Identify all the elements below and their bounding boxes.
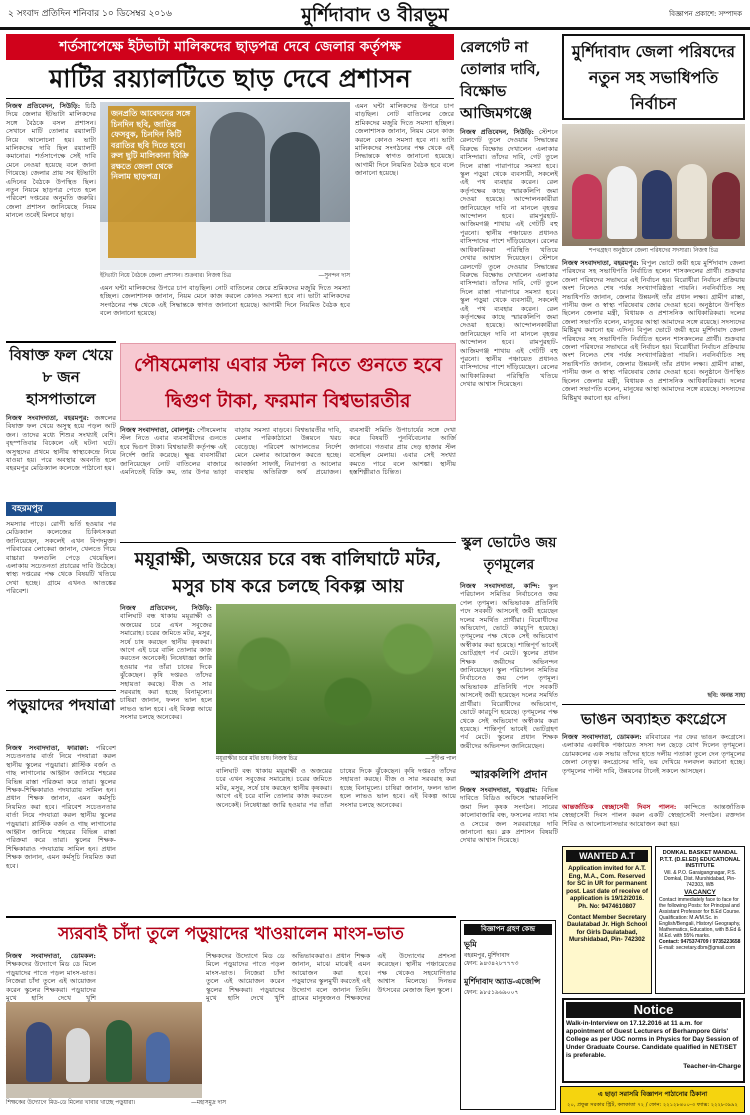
- notice-ad: [562, 998, 745, 1083]
- dbm-ad: [655, 846, 745, 994]
- child-shape: [26, 1022, 52, 1082]
- gate-headline: রেলগেট না তোলার দাবি, বিক্ষোভ আজিমগঞ্জে: [460, 38, 541, 122]
- meal-headline: স্যরবাই চাঁদা তুলে পড়ুয়াদের খাওয়ালেন মাংস-ভাত: [58, 924, 404, 944]
- lead-column-1: [6, 102, 96, 337]
- poison-headline: বিষাক্ত ফল খেয়ে ৮ জন হাসপাতালে: [9, 346, 113, 408]
- agency-1-phone: ফোন: ৯৪৩৪২৮৭৭৭৩: [464, 961, 519, 967]
- agency-2-phone: ফোন: ৯৮৫১৯৬৯০০৭: [464, 990, 519, 996]
- meal-body-cols: শিক্ষকদের উদ্যোগে মিড ডে মিলে পড়ুয়াদের পাতে পড়ল মাংস-ভাত। নিজেরা চাঁদা তুলে এই আয়োজন করেন স্কুলের শিক্ষকরা। পড়ুয়াদের মুখে হাসি দেখে খুশি অভিভাবকরাও। প্রধান শিক্ষক জানান, মাঝে মাঝেই এমন আয়োজন করা হবে। পড়ুয়াদের স্কুলমুখী করতেই এই উদ্যোগ বলে জানান তিনি। গ্রামের মানুষজনও শিক্ষকদের এই উদ্যোগের প্রশংসা করেছেন। স্থানীয় পঞ্চায়েতের পক্ষ থেকেও সহযোগিতার আশ্বাস মিলেছে। দিনভর উৎসবের মেজাজ ছিল স্কুলে।: [206, 952, 456, 1003]
- zilla-credit: ছবি: অনন্ত সাহা: [707, 693, 745, 699]
- poush-story: [120, 426, 456, 536]
- lead-photo-credit: —সুনন্দন দাস: [318, 273, 350, 279]
- poison-story: [6, 414, 116, 500]
- wanted-ad-contact: Contact Member Secretary Daulatabad Jr. High School for Girls Daulatabad, Murshidabad, Pin- 742302: [566, 913, 648, 944]
- congress-brief-title: আন্তর্জাতিক স্বেচ্ছাসেবী দিবস পালন:: [562, 803, 677, 811]
- page-info: ২ সংবাদ প্রতিদিন শনিবার ১০ ডিসেম্বর ২০১৬: [8, 9, 172, 19]
- notice-title: Notice: [566, 1002, 741, 1018]
- congress-brief: [562, 803, 745, 843]
- dbm-title: DOMKAL BASKET MANDAL P.T.T. (D.El.ED) EDUCATIONAL INSTITUTE: [659, 850, 741, 870]
- chars-photo: [216, 604, 456, 754]
- lead-photo-caption: ইটভাটা নিয়ে বৈঠকে জেলা প্রশাসন। শুক্রবার। নিজস্ব চিত্র: [100, 273, 232, 279]
- rate-footer-title: এ ছাড়া সরাসরি বিজ্ঞাপন পাঠানোর ঠিকানা: [597, 1090, 708, 1098]
- person-shape: [607, 166, 637, 239]
- person-shape: [677, 164, 707, 239]
- students-byline: নিজস্ব সংবাদদাতা, ফারাক্কা:: [6, 744, 89, 752]
- vote-body: স্কুল পরিচালন সমিতির নির্বাচনেও জয় পেল তৃণমূল। অভিভাবক প্রতিনিধি পদে সবকটি আসনেই জয়ী হয়েছেন দলের সমর্থিত প্রার্থীরা। বিরোধীদের অভিযোগ, ভোটে কারচুপি হয়েছে। তৃণমূলের পক্ষ থেকে সেই অভিযোগ অস্বীকার করা হয়েছে। শান্তিপূর্ণ ভাবেই ভোটগ্রহণ পর্ব মেটে। স্কুলের প্রধান শিক্ষক জয়ীদের অভিনন্দন জানিয়েছেন।: [460, 582, 558, 675]
- poison-byline: নিজস্ব সংবাদদাতা, বহরমপুর:: [6, 414, 89, 422]
- poush-byline: নিজস্ব সংবাদদাতা, বোলপুর:: [120, 426, 195, 434]
- meal-body: শিক্ষকদের উদ্যোগে মিড ডে মিলে পড়ুয়াদের পাতে পড়ল মাংস-ভাত। নিজেরা চাঁদা তুলে এই আয়োজন করেন স্কুলের শিক্ষকরা। পড়ুয়াদের মুখে হাসি দেখে খুশি: [6, 960, 96, 1003]
- chars-story: [120, 604, 212, 779]
- page-header: [0, 0, 750, 30]
- lead-body-under-photo: এমন ঘন্টা মালিকদের উপরে চাপ বাড়ছিল। নোট বাতিলের জেরে শ্রমিকদের মজুরি দিতে সমস্যা হচ্ছিল। জেলাশাসক জানান, নিয়ম মেনে কাজ করলে কোনও সমস্যা হবে না। ভাটা মালিকদের সংগঠনের পক্ষ থেকে এই সিদ্ধান্তকে স্বাগত জানানো হয়েছে। আগামী দিনে নিয়মিত বৈঠক হবে বলে জানানো হয়েছে।: [100, 284, 350, 318]
- congress-story: [562, 733, 745, 801]
- person-shape: [210, 112, 265, 232]
- meal-photo: [6, 1002, 202, 1098]
- rate-footer-address: ২০, প্রফুল্ল সরকার স্ট্রিট, কলকাতা ৭২ / ফোন: ২২১২৮৪০০-৩ ফ্যাক্স: ২২২৮৩৯৯২: [567, 1102, 738, 1108]
- agency-1-location: বহরমপুর, মুর্শিদাবাদ: [464, 953, 510, 959]
- dbm-phone: Contact: 9475374709 / 9735223658: [659, 938, 741, 945]
- meal-story: [6, 952, 96, 1003]
- chars-byline: নিজস্ব প্রতিবেদন, সিউড়ি:: [120, 604, 212, 612]
- header-note: বিজ্ঞাপন প্রকাশে: সম্পাদক: [669, 10, 742, 18]
- chars-caption: ময়ূরাক্ষীর চরে মটর চাষ। নিজস্ব চিত্র: [216, 756, 298, 762]
- meal-credit: —মহাসমুদ্র দাস: [190, 1100, 226, 1106]
- poush-headline-box: [120, 343, 456, 421]
- memo-body: বিভিন্ন দাবিতে বিডিও অফিসে স্মারকলিপি জমা দিল কৃষক সংগঠন। সারের কালোবাজারি বন্ধ, ফসলের ন্যায্য দাম ও সেচের জল সরবরাহের দাবি জানানো হয়। ব্লক প্রশাসন বিষয়টি দেখার আশ্বাস দিয়েছে।: [460, 786, 558, 845]
- memo-byline: নিজস্ব সংবাদদাতা, খড়গ্রাম:: [460, 786, 538, 794]
- zilla-body-more: বিপুল ভোটে জয়ী হয়ে মুর্শিদাবাদ জেলা পরিষদের সহ সভাধিপতি নির্বাচিত হলেন শাসকদলের প্রার্থী। শুক্রবার জেলা পরিষদের সভাঘরে এই নির্বাচন হয়। বিরোধীরা নির্বাচন প্রক্রিয়ায় অংশ নিলেও শেষ পর্যন্ত সংখ্যাগরিষ্ঠতা পায়নি। নবনির্বাচিত সহ সভাধিপতি জানান, জেলার উন্নয়নই তাঁর প্রধান লক্ষ্য। গ্রামীণ রাস্তা, পানীয় জল ও স্বাস্থ্য পরিষেবায় জোর দেওয়া হবে। অনুষ্ঠানে উপস্থিত ছিলেন জেলার মন্ত্রী, বিধায়ক ও প্রশাসনিক আধিকারিকরা। দলের জেলা সভাপতি বলেন, মানুষের আস্থা আমাদের সঙ্গে রয়েছে। সদস্যদের মিষ্টিমুখ করানো হয় এদিন।: [562, 326, 745, 402]
- booking-centre-box: [460, 920, 556, 1110]
- chars-body: বালিঘাট বন্ধ থাকায় ময়ূরাক্ষী ও অজয়ের চরে এখন সবুজের সমারোহ। চরের জমিতে মটর, মসুর, সর্ষে চাষ করছেন স্থানীয় কৃষকরা। আগে এই চরে বালি তোলার কাজ করতেন অনেকেই। নিষেধাজ্ঞা জারি হওয়ার পর তাঁরা চাষের দিকে ঝুঁকেছেন। কৃষি দপ্তরও তাঁদের সহায়তা করছে। বীজ ও সার সরবরাহ করা হচ্ছে বিনামূল্যে। চাষিরা জানান, ফলন ভাল হলে লাভও ভাল হবে। এই বিকল্প আয়ে সংসার চলছে অনেকের।: [120, 612, 212, 722]
- booking-centre-title: বিজ্ঞাপন গ্রহণ কেন্দ্র: [464, 924, 552, 935]
- vote-body-more: স্কুল পরিচালন সমিতির নির্বাচনেও জয় পেল তৃণমূল। অভিভাবক প্রতিনিধি পদে সবকটি আসনেই জয়ী হয়েছেন দলের সমর্থিত প্রার্থীরা। বিরোধীদের অভিযোগ, ভোটে কারচুপি হয়েছে। তৃণমূলের পক্ষ থেকে সেই অভিযোগ অস্বীকার করা হয়েছে। শান্তিপূর্ণ ভাবেই ভোটগ্রহণ পর্ব মেটে। স্কুলের প্রধান শিক্ষক জয়ীদের অভিনন্দন জানিয়েছেন।: [460, 666, 558, 750]
- memo-story: [460, 786, 558, 908]
- meal-caption: শিক্ষকের উদ্যোগে মিড-ডে মিলের খাবার খাচ্ছে পড়ুয়ারা।: [6, 1100, 136, 1106]
- zilla-body: বিপুল ভোটে জয়ী হয়ে মুর্শিদাবাদ জেলা পরিষদের সহ সভাধিপতি নির্বাচিত হলেন শাসকদলের প্রার্থী। শুক্রবার জেলা পরিষদের সভাঘরে এই নির্বাচন হয়। বিরোধীরা নির্বাচন প্রক্রিয়ায় অংশ নিলেও শেষ পর্যন্ত সংখ্যাগরিষ্ঠতা পায়নি। নবনির্বাচিত সহ সভাধিপতি জানান, জেলার উন্নয়নই তাঁর প্রধান লক্ষ্য। গ্রামীণ রাস্তা, পানীয় জল ও স্বাস্থ্য পরিষেবায় জোর দেওয়া হবে। অনুষ্ঠানে উপস্থিত ছিলেন জেলার মন্ত্রী, বিধায়ক ও প্রশাসনিক আধিকারিকরা। দলের জেলা সভাপতি বলেন, মানুষের আস্থা আমাদের সঙ্গে রয়েছে। সদস্যদের মিষ্টিমুখ করানো হয় এদিন।: [562, 259, 745, 335]
- vote-headline: স্কুল ভোটেও জয় তৃণমূলের: [461, 535, 557, 573]
- zilla-headline: মুর্শিদাবাদ জেলা পরিষদের নতুন সহ সভাধিপতি নির্বাচন: [571, 42, 736, 113]
- chars-body-lower: বালিঘাট বন্ধ থাকায় ময়ূরাক্ষী ও অজয়ের চরে এখন সবুজের সমারোহ। চরের জমিতে মটর, মসুর, সর্ষে চাষ করছেন স্থানীয় কৃষকরা। আগে এই চরে বালি তোলার কাজ করতেন অনেকেই। নিষেধাজ্ঞা জারি হওয়ার পর তাঁরা চাষের দিকে ঝুঁকেছেন। কৃষি দপ্তরও তাঁদের সহায়তা করছে। বীজ ও সার সরবরাহ করা হচ্ছে বিনামূল্যে। চাষিরা জানান, ফলন ভাল হলে লাভও ভাল হবে। এই বিকল্প আয়ে সংসার চলছে অনেকের।: [216, 767, 456, 809]
- photo-overlay-text: জনপ্রতি আবেদনের সঙ্গে চিনদিন ছবি, জাতির ফেসবুক, চিনদিন কিটি বরাতির ছবি দিতে হবে। রুল ছুটি মালিকানা বিক্রি রক্ষতে জেলা থেকে নিলাম ছাড়পত্র।: [108, 106, 196, 258]
- vote-byline: নিজস্ব সংবাদদাতা, কান্দি:: [460, 582, 540, 590]
- lead-byline: নিজস্ব প্রতিবেদন, সিউড়ি:: [6, 102, 81, 110]
- person-shape: [642, 170, 672, 239]
- child-shape: [146, 1032, 170, 1082]
- memo-headline: স্মারকলিপি প্রদান: [470, 768, 548, 781]
- students-body: পরিবেশ সচেতনতার বার্তা নিয়ে পদযাত্রা করল স্থানীয় স্কুলের পড়ুয়ারা। প্লাস্টিক বর্জন ও গাছ লাগানোর আহ্বান জানিয়ে শহরের বিভিন্ন রাস্তা পরিক্রমা করে তারা। স্কুলের শিক্ষক-শিক্ষিকারাও পদযাত্রায় সামিল হন। প্রধান শিক্ষক জানান, এমন কর্মসূচি নিয়মিত করা হবে।: [6, 744, 116, 811]
- gate-body: স্টেশনে রেলগেট তুলে দেওয়ার সিদ্ধান্তের বিরুদ্ধে বিক্ষোভ দেখালেন এলাকার বাসিন্দারা। তাঁদের দাবি, গেট তুলে দিলে রাস্তা পারাপারে সমস্যা হবে। স্কুল পড়ুয়া থেকে ব্যবসায়ী, সকলেই এই পথ ব্যবহার করেন। রেল কর্তৃপক্ষের কাছে স্মারকলিপি জমা দেওয়া হয়েছে। আন্দোলনকারীরা জানিয়েছেন দাবি না মানলে বৃহত্তর আন্দোলন হবে। রামপুরহাট-আজিমগঞ্জ শাখায় এই গেটটি বহু পুরনো। স্থানীয় পঞ্চায়েত প্রধানও বাসিন্দাদের পাশে দাঁড়িয়েছেন। রেলের আধিকারিকরা পরিস্থিতি খতিয়ে দেখার আশ্বাস দিয়েছেন।: [460, 128, 558, 263]
- floor-shape: [6, 1084, 202, 1098]
- poison-body: জঙ্গলের বিষাক্ত ফল খেয়ে অসুস্থ হয়ে পড়ল আট জন। তাদের মধ্যে শিশুর সংখ্যাই বেশি। বৃহস্পতিবার বিকেলে এই ঘটনা ঘটে। অসুস্থদের প্রথমে স্থানীয় স্বাস্থ্যকেন্দ্রে নিয়ে যাওয়া হয়। পরে অবস্থার অবনতি হলে বহরমপুর মেডিক্যাল কলেজে পাঠানো হয়।: [6, 414, 116, 473]
- person-shape: [712, 172, 740, 239]
- meal-byline: নিজস্ব সংবাদদাতা, ডোমকল:: [6, 952, 96, 960]
- rate-footer: [560, 1086, 745, 1113]
- gate-story: [460, 128, 558, 528]
- lead-photo: [100, 102, 350, 270]
- dbm-body: Contact immediately face to face for the following Posts: for Principal and Assistant Professor for B.Ed Course. Qualification: M.A/M.Sc. in English/Bengali, History/ Geography, Mathematics, Education, with B.Ed & M.Ed. with 55% marks.: [659, 896, 741, 939]
- child-shape: [66, 1028, 90, 1082]
- gate-byline: নিজস্ব প্রতিবেদন, সিউড়ি:: [460, 128, 534, 136]
- dbm-vacancy: VACANCY: [684, 888, 716, 896]
- zilla-caption: শপথগ্রহণ অনুষ্ঠানে জেলা পরিষদের সদস্যরা। নিজস্ব চিত্র: [588, 248, 719, 254]
- notice-body: Walk-in-Interview on 17.12.2016 at 11 a.m. for appointment of Guest Lecturers of Berhampore Girls' College as per UGC norms in Physics for Day Session of Under Graduate Course. Candidate qualified in NET/SET is preferable.: [566, 1020, 739, 1059]
- lead-body-1: চিঠি দিয়ে জেলার ইটভাটা মালিকদের সঙ্গে বৈঠকে বসল প্রশাসন। সেখানে মাটি তোলার রয়্যালটি নিয়ে আলোচনা হয়। ভাটা মালিকদের দাবি ছিল রয়্যালটি কমানোর। শর্তসাপেক্ষে সেই দাবি মেনে নেওয়া হয়েছে বলে জানা গিয়েছে। জেলার প্রায় সব ইটভাটা এদিনের বৈঠকে উপস্থিত ছিল। নতুন নিয়মে ছাড়পত্র পেতে হলে পরিবেশ দপ্তরের অনুমতি জরুরি। জেলা প্রশাসন জানিয়েছে নিয়ম মানলে তবেই মিলবে ছাড়।: [6, 102, 96, 220]
- agency-1-name: ভূমি: [464, 940, 477, 949]
- poison-body-2: সমস্যার পাড়ে। রোগী ভর্তি হওয়ার পর মেডিক্যাল কলেজের চিকিৎসকরা জানিয়েছেন, সকলেই এখন বিপদমুক্ত। পরিবারের লোকেরা জানান, খেলতে গিয়ে বাচ্চারা ফলগুলি পেড়ে খেয়েছিল। এলাকায় সচেতনতা প্রচারের দাবি উঠেছে। স্বাস্থ্য দপ্তরের পক্ষ থেকে বিষয়টি খতিয়ে দেখা হচ্ছে। গ্রামে এখনও আতঙ্কের পরিবেশ।: [6, 520, 116, 596]
- zilla-headline-box: [562, 34, 745, 120]
- chars-headline: ময়ূরাক্ষী, অজয়ের চরে বন্ধ বালিঘাটে মটর, মসুর চাষ করে চলছে বিকল্প আয়: [134, 549, 442, 597]
- poush-headline: পৌষমেলায় এবার স্টল নিতে গুনতে হবে দ্বিগুণ টাকা, ফরমান বিশ্বভারতীর: [134, 354, 442, 412]
- lead-column-3: এমন ঘন্টা মালিকদের উপরে চাপ বাড়ছিল। নোট বাতিলের জেরে শ্রমিকদের মজুরি দিতে সমস্যা হচ্ছিল। জেলাশাসক জানান, নিয়ম মেনে কাজ করলে কোনও সমস্যা হবে না। ভাটা মালিকদের সংগঠনের পক্ষ থেকে এই সিদ্ধান্তকে স্বাগত জানানো হয়েছে। আগামী দিনে নিয়মিত বৈঠক হবে বলে জানানো হয়েছে।: [355, 102, 454, 178]
- wanted-ad-title: WANTED A.T: [566, 850, 648, 862]
- zilla-byline: নিজস্ব সংবাদদাতা, বহরমপুর:: [562, 259, 639, 267]
- wanted-ad: [562, 846, 652, 994]
- agency-2-name: মুর্শিদাবাদ অ্যাড-এজেন্সি: [464, 977, 541, 986]
- lead-kicker: শর্তসাপেক্ষে ইটভাটা মালিকদের ছাড়পত্র দেবে জেলার কর্তৃপক্ষ: [6, 34, 454, 60]
- notice-sign: Teacher-in-Charge: [683, 1063, 741, 1070]
- students-story: [6, 744, 116, 904]
- section-title: মুর্শিদাবাদ ও বীরভূম: [301, 4, 449, 26]
- dbm-address: Vill. & P.O. Garaigangnagar, P.S. Domkal, Dist. Murshidabad, Pin-742303, WB: [663, 869, 737, 888]
- child-shape: [106, 1020, 132, 1082]
- gate-body-more: স্টেশনে রেলগেট তুলে দেওয়ার সিদ্ধান্তের বিরুদ্ধে বিক্ষোভ দেখালেন এলাকার বাসিন্দারা। তাঁদের দাবি, গেট তুলে দিলে রাস্তা পারাপারে সমস্যা হবে। স্কুল পড়ুয়া থেকে ব্যবসায়ী, সকলেই এই পথ ব্যবহার করেন। রেল কর্তৃপক্ষের কাছে স্মারকলিপি জমা দেওয়া হয়েছে। আন্দোলনকারীরা জানিয়েছেন দাবি না মানলে বৃহত্তর আন্দোলন হবে। রামপুরহাট-আজিমগঞ্জ শাখায় এই গেটটি বহু পুরনো। স্থানীয় পঞ্চায়েত প্রধানও বাসিন্দাদের পাশে দাঁড়িয়েছেন। রেলের আধিকারিকরা পরিস্থিতি খতিয়ে দেখার আশ্বাস দিয়েছেন।: [460, 254, 558, 389]
- wanted-ad-body: Application invited for A.T. Eng, M.A., Com. Reserved for SC in UR for permanent post. Last date of receive of application is 19/12/2016. Ph. No: 9474610807: [566, 865, 648, 910]
- congress-brief-body: কান্দিতে আন্তর্জাতিক স্বেচ্ছাসেবী দিবস পালন করল একটি স্বেচ্ছাসেবী সংগঠন। রক্তদান শিবির ও আলোচনাসভার আয়োজন করা হয়।: [562, 803, 745, 828]
- congress-headline: ভাঙন অব্যাহত কংগ্রেসে: [580, 710, 727, 728]
- vote-story: [460, 582, 558, 762]
- lead-headline: মাটির রয়্যালটিতে ছাড় দেবে প্রশাসন: [49, 64, 411, 93]
- person-shape: [572, 174, 602, 239]
- zilla-photo: [562, 124, 745, 246]
- students-body-more: পরিবেশ সচেতনতার বার্তা নিয়ে পদযাত্রা করল স্থানীয় স্কুলের পড়ুয়ারা। প্লাস্টিক বর্জন ও গাছ লাগানোর আহ্বান জানিয়ে শহরের বিভিন্ন রাস্তা পরিক্রমা করে তারা। স্কুলের শিক্ষক-শিক্ষিকারাও পদযাত্রায় সামিল হন। প্রধান শিক্ষক জানান, এমন কর্মসূচি নিয়মিত করা হবে।: [6, 802, 116, 870]
- congress-byline: নিজস্ব সংবাদদাতা, ডোমকল:: [562, 733, 642, 741]
- students-headline: পড়ুয়াদের পদযাত্রা: [7, 696, 115, 714]
- poush-body: পৌষমেলায় স্টল নিতে এবার ব্যবসায়ীদের গুনতে হবে দ্বিগুণ টাকা। বিশ্বভারতী কর্তৃপক্ষ এই নির্দেশ জারি করেছে। ক্ষুব্ধ ব্যবসায়ীরা জানিয়েছেন নোট বাতিলের বাজারে এমনিতেই বিক্রি কম, তার উপর ভাড়া বাড়ায় সমস্যা বাড়বে। বিশ্বভারতীর দাবি, মেলার পরিকাঠামো উন্নয়নে খরচ বেড়েছে। পরিবেশ আদালতের নির্দেশ মেনে মেলার আয়োজন করতে হচ্ছে। আবর্জনা সাফাই, নিরাপত্তা ও আলোর ব্যবস্থায় অতিরিক্ত অর্থ প্রয়োজন। ব্যবসায়ী সমিতি উপাচার্যের সঙ্গে দেখা করে বিষয়টি পুনর্বিবেচনার আর্জি জানাবে। গতবার প্রায় দেড় হাজার স্টল বসেছিল মেলায়। এবার সেই সংখ্যা কমতে পারে বলে আশঙ্কা। স্থানীয় হস্তশিল্পীরাও চিন্তিত।: [120, 426, 456, 477]
- chars-credit: —সুদীপ্ত পাল: [425, 756, 456, 762]
- zilla-story: [562, 259, 745, 693]
- dbm-email: E-mail: secretary.dbm@gmail.com: [659, 944, 736, 951]
- congress-body: রবিবারের পর ফের ভাঙন কংগ্রেসে। এলাকার একাধিক পঞ্চায়েত সদস্য দল ছেড়ে যোগ দিলেন তৃণমূলে। ডোমকলের এক সভায় তাঁদের হাতে দলীয় পতাকা তুলে দেন তৃণমূলের জেলা নেতৃত্ব। কংগ্রেসের দাবি, ভয় দেখিয়ে দলবদল করানো হচ্ছে। তৃণমূলের পাল্টা দাবি, উন্নয়নের টানেই সকলে আসছেন।: [562, 733, 745, 775]
- dateline-tag: বহরমপুর: [6, 502, 116, 516]
